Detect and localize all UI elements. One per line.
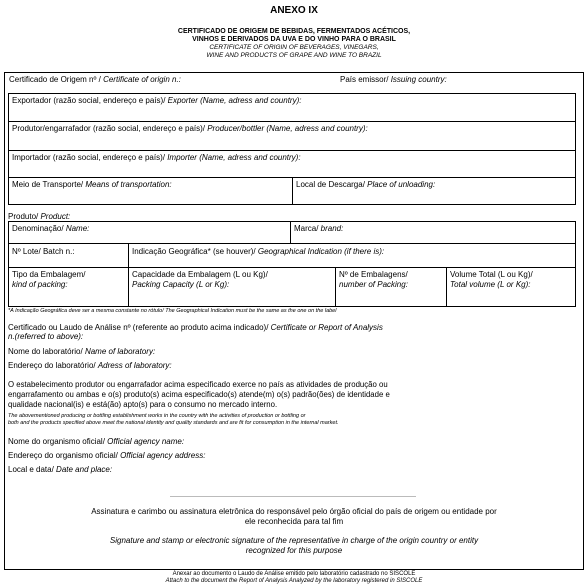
packing-capacity-label[interactable]: Capacidade da Embalagem (L ou Kg)/ Packing Capacity (L or Kg):: [132, 270, 268, 289]
exporter-label: Exportador (razão social, endereço e país)/ Exporter (Name, adress and country):: [12, 96, 302, 105]
brand-divider: [290, 221, 291, 243]
analysis-certificate-label[interactable]: Certificado ou Laudo de Análise nº (referente ao produto acima indicado)/ Certificate or Report of Analysis: [8, 323, 383, 332]
packnum-divider: [335, 267, 336, 307]
total-volume-label[interactable]: Volume Total (L ou Kg)/ Total volume (L or Kg):: [450, 270, 533, 289]
declaration-pt: O estabelecimento produtor ou engarrafador acima especificado exerce no país as atividades de produção ou engarrafamento ou ambas e o(s) produto(s) acima especificado(s) atende(m) o(s) padrão(ões) de identidade e qualidade nacional(is) e está(ão) apto(s) para o consumo no mercado interno.: [8, 380, 390, 409]
packing-number-label[interactable]: Nº de Embalagens/ number of Packing:: [339, 270, 408, 289]
signature-en-2: recognized for this purpose: [245, 546, 343, 555]
issuing-country-label[interactable]: País emissor/ Issuing country:: [340, 75, 447, 84]
transport-label[interactable]: Meio de Transporte/ Means of transportation:: [12, 180, 172, 189]
geo-indication-label[interactable]: Indicação Geográfica* (se houver)/ Geographical Indication (if there is):: [132, 247, 385, 256]
unloading-label[interactable]: Local de Descarga/ Place of unloading:: [296, 180, 436, 189]
footer-en: Attach to the document the Report of Analysis Analyzed by the laboratory registered in SISCOLE: [165, 578, 423, 584]
denomination-label[interactable]: Denominação/ Name:: [12, 224, 90, 233]
title-pt-line1: CERTIFICADO DE ORIGEM DE BEBIDAS, FERMENTADOS ACÉTICOS,: [177, 28, 411, 35]
geo-note: *A Indicação Geográfica deve ser a mesma constante no rótulo/ The Geographical Indication must be the same as the one on the label: [8, 308, 337, 314]
title-pt-line2: VINHOS E DERIVADOS DA UVA E DO VINHO PARA O BRASIL: [192, 36, 396, 43]
analysis-certificate-label-2: n.(referred to above):: [8, 332, 84, 341]
producer-label: Produtor/engarrafador (razão social, endereço e país)/ Producer/bottler (Name, adress and country):: [12, 124, 368, 133]
agency-address-label[interactable]: Endereço do organismo oficial/ Official agency address:: [8, 451, 206, 460]
signature-en-1: Signature and stamp or electronic signature of the representative in charge of the origin country or entity: [109, 536, 479, 545]
certificate-number-label[interactable]: Certificado de Origem nº / Certificate of origin n.:: [9, 75, 181, 84]
brand-label[interactable]: Marca/ brand:: [294, 224, 344, 233]
packing-type-label[interactable]: Tipo da Embalagem/ kind of packing:: [12, 270, 86, 289]
annex-title: ANEXO IX: [270, 5, 318, 16]
title-en-line2: WINE AND PRODUCTS OF GRAPE AND WINE TO BRAZIL: [206, 52, 382, 59]
signature-line[interactable]: [170, 496, 416, 497]
place-date-label[interactable]: Local e data/ Date and place:: [8, 465, 113, 474]
title-en-line1: CERTIFICATE OF ORIGIN OF BEVERAGES, VINEGARS,: [209, 44, 379, 51]
product-row-divider-1: [8, 243, 576, 244]
footer-pt: Anexar ao documento o Laudo de Análise emitido pelo laboratório cadastrado no SISCOLE: [172, 571, 416, 577]
volume-divider: [446, 267, 447, 307]
declaration-en: The abovementioned producing or bottling establishment works in the country with the activities of production or bottling or both and the products specified above meet the national identity and quality standards and are fit for consumption in the internal market.: [8, 413, 339, 426]
lab-name-label[interactable]: Nome do laboratório/ Name of laboratory:: [8, 347, 156, 356]
importer-label: Importador (razão social, endereço e país)/ Importer (Name, adress and country):: [12, 153, 301, 162]
batch-label[interactable]: Nº Lote/ Batch n.:: [12, 247, 75, 256]
signature-pt-2: ele reconhecida para tal fim: [244, 517, 344, 526]
product-table: [8, 221, 576, 307]
transport-divider: [292, 177, 293, 205]
product-heading: Produto/ Product:: [8, 212, 71, 221]
product-row-divider-2: [8, 267, 576, 268]
agency-name-label[interactable]: Nome do organismo oficial/ Official agency name:: [8, 437, 185, 446]
lab-address-label[interactable]: Endereço do laboratório/ Adress of laboratory:: [8, 361, 172, 370]
signature-pt-1: Assinatura e carimbo ou assinatura eletrônica do responsável pelo órgão oficial do país de origem ou entidade por: [91, 507, 497, 516]
batch-divider: [128, 243, 129, 307]
